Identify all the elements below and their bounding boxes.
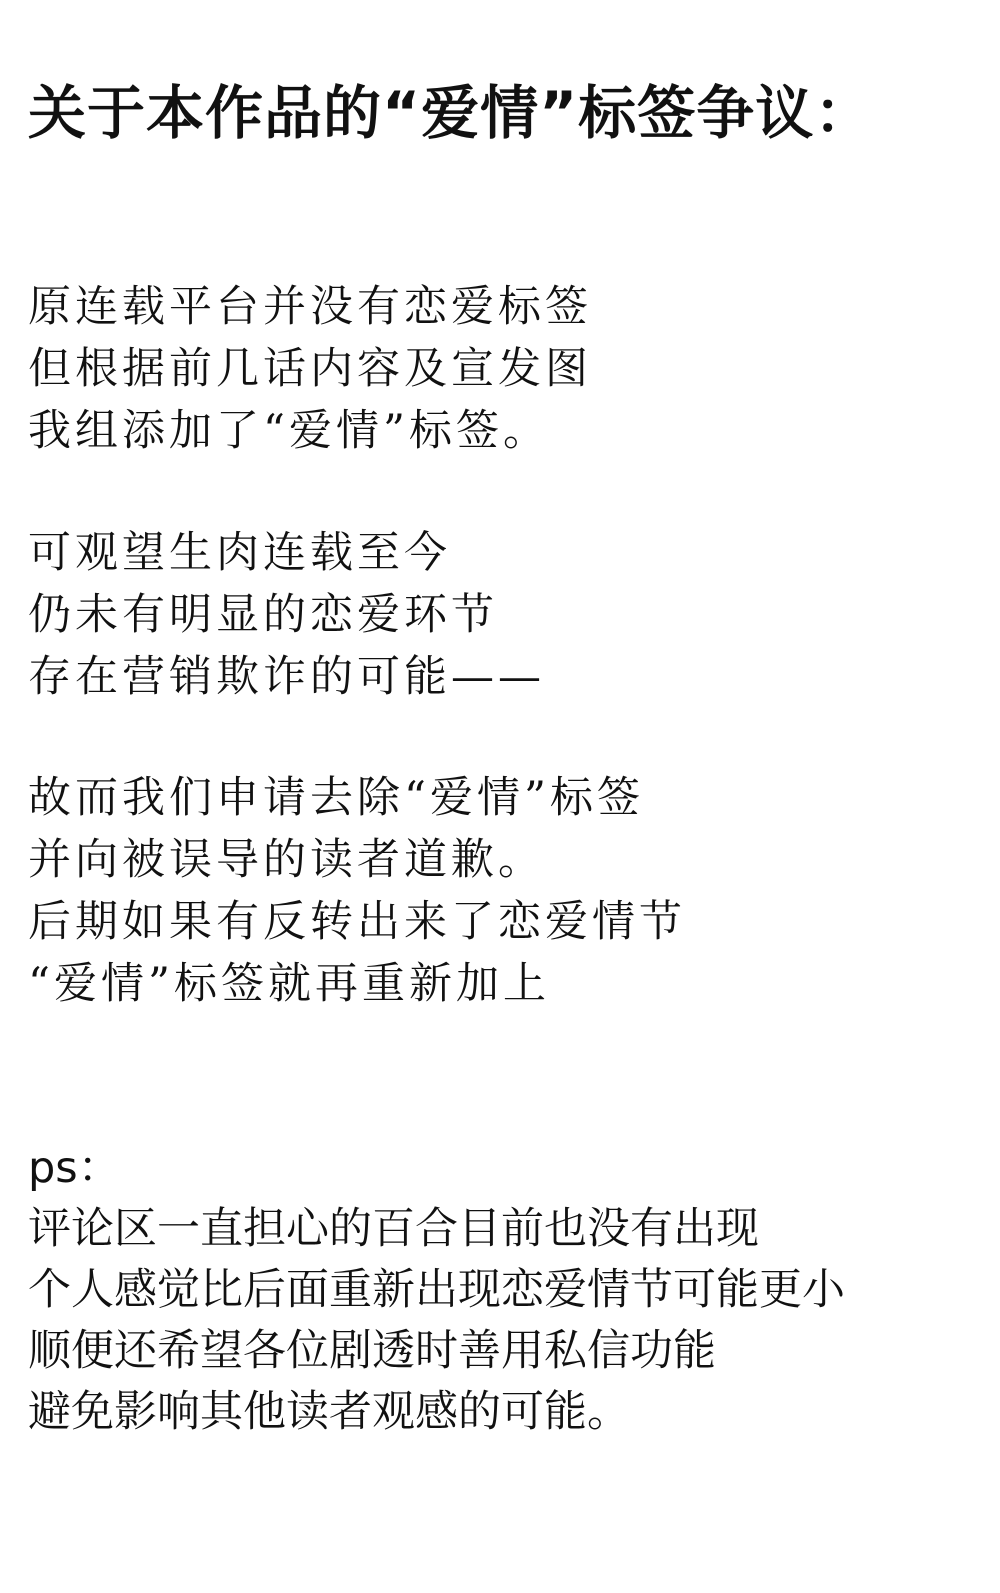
announcement-title: 关于本作品的“爱情”标签争议：: [28, 79, 874, 147]
paragraph-no-romance: [28, 522, 545, 708]
text-line: 仍未有明显的恋爱环节: [28, 590, 498, 640]
text-line: 可观望生肉连载至今: [28, 528, 451, 578]
text-line: 后期如果有反转出来了恋爱情节: [28, 897, 686, 947]
text-line: “爱情”标签就再重新加上: [28, 959, 550, 1009]
text-line: 并向被误导的读者道歉。: [28, 835, 545, 885]
text-line: 个人感觉比后面重新出现恋爱情节可能更小: [28, 1265, 845, 1315]
text-line: 避免影响其他读者观感的可能。: [28, 1387, 630, 1437]
postscript: [28, 1138, 845, 1443]
text-line: 存在营销欺诈的可能——: [28, 652, 545, 702]
text-line: 我组添加了“爱情”标签。: [28, 406, 550, 456]
paragraph-tag-added: [28, 276, 592, 462]
text-line: 评论区一直担心的百合目前也没有出现: [28, 1204, 759, 1254]
text-line: 原连载平台并没有恋爱标签: [28, 282, 592, 332]
text-line: 但根据前几话内容及宣发图: [28, 344, 592, 394]
text-line: 故而我们申请去除“爱情”标签: [28, 773, 644, 823]
paragraph-tag-removed: [28, 767, 686, 1015]
ps-label: ps：: [28, 1143, 121, 1193]
text-line: 顺便还希望各位剧透时善用私信功能: [28, 1326, 716, 1376]
